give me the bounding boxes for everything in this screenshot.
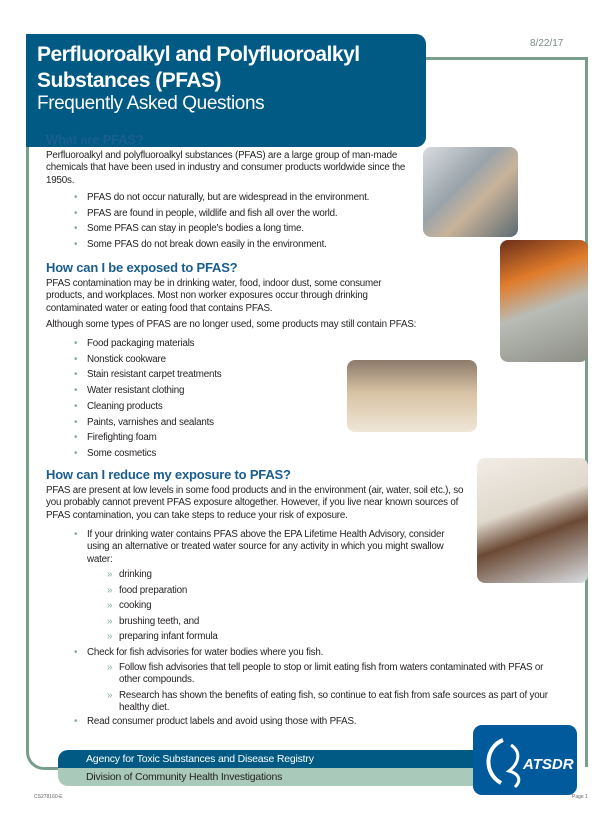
agency-banner: Agency for Toxic Substances and Disease Registry [58, 750, 478, 768]
list-item: • Some PFAS can stay in people's bodies a long time. [87, 223, 304, 235]
atsdr-logo [473, 725, 577, 795]
sub-list-item: » drinking [119, 569, 152, 581]
list-item: • Some cosmetics [87, 448, 156, 460]
list-item: • If your drinking water contains PFAS above the EPA Lifetime Health Advisory, consider using an alternative or treated water source for any activity in which you might swallow water: [87, 529, 467, 566]
list-item: • Cleaning products [87, 401, 163, 413]
page-number: Page 1 [572, 794, 588, 800]
title-banner [26, 34, 426, 147]
section-heading: What are PFAS? [46, 132, 144, 147]
sub-list-item: » food preparation [119, 585, 187, 597]
paragraph: Although some types of PFAS are no longer used, some products may still contain PFAS: [46, 319, 417, 330]
frame-border-top [425, 57, 588, 60]
list-item: • Check for fish advisories for water bodies where you fish. [87, 647, 323, 659]
svg-text:ATSDR: ATSDR [523, 756, 574, 773]
sub-list-item: » Research has shown the benefits of eating fish, so continue to eat fish from safe sources as part of your healthy diet. [119, 690, 559, 715]
firefighter-photo [500, 240, 588, 362]
sub-list-item: » brushing teeth, and [119, 616, 199, 628]
section-heading: How can I be exposed to PFAS? [46, 260, 238, 275]
frame-border-right [585, 57, 588, 767]
sub-list-item: » cooking [119, 600, 151, 612]
hhs-eagle-icon [473, 725, 577, 795]
list-item: • Some PFAS do not break down easily in the environment. [87, 239, 327, 251]
baby-on-carpet-photo [347, 360, 477, 432]
list-item: • Stain resistant carpet treatments [87, 369, 221, 381]
list-item: • Read consumer product labels and avoid using those with PFAS. [87, 716, 356, 728]
list-item: • Food packaging materials [87, 338, 194, 350]
sub-list-item: » preparing infant formula [119, 631, 218, 643]
fish-photo [423, 147, 518, 237]
paragraph: Perfluoroalkyl and polyfluoroalkyl substances (PFAS) are a large group of man-made chemicals that have been used in industry and consumer products worldwide since the 1950s. [46, 150, 406, 186]
list-item: • Nonstick cookware [87, 354, 166, 366]
list-item: • PFAS are found in people, wildlife and fish all over the world. [87, 208, 337, 220]
frame-border-left [26, 147, 69, 770]
date: 8/22/17 [530, 38, 564, 49]
document-code: CS278160-E [34, 794, 63, 800]
page-subtitle: Frequently Asked Questions [37, 93, 265, 114]
woman-drinking-water-photo [477, 458, 588, 583]
page-title: Perfluoroalkyl and Polyfluoroalkyl Substances (PFAS) [37, 43, 360, 92]
list-item: • PFAS do not occur naturally, but are widespread in the environment. [87, 192, 369, 204]
paragraph: PFAS contamination may be in drinking water, food, indoor dust, some consumer products, and workplaces. Most non worker exposures occur through drinking contaminated water or eating food that contains PFAS. [46, 278, 382, 314]
division-banner: Division of Community Health Investigations [58, 768, 478, 786]
section-heading: How can I reduce my exposure to PFAS? [46, 467, 291, 482]
sub-list-item: » Follow fish advisories that tell people to stop or limit eating fish from waters contaminated with PFAS or other compounds. [119, 662, 559, 687]
list-item: • Paints, varnishes and sealants [87, 417, 214, 429]
list-item: • Water resistant clothing [87, 385, 184, 397]
list-item: • Firefighting foam [87, 432, 157, 444]
paragraph: PFAS are present at low levels in some food products and in the environment (air, water, soil etc.), so you probably cannot prevent PFAS exposure altogether. However, if you live near known sources of PFAS contamination, you can take steps to reduce your risk of exposure. [46, 485, 464, 521]
